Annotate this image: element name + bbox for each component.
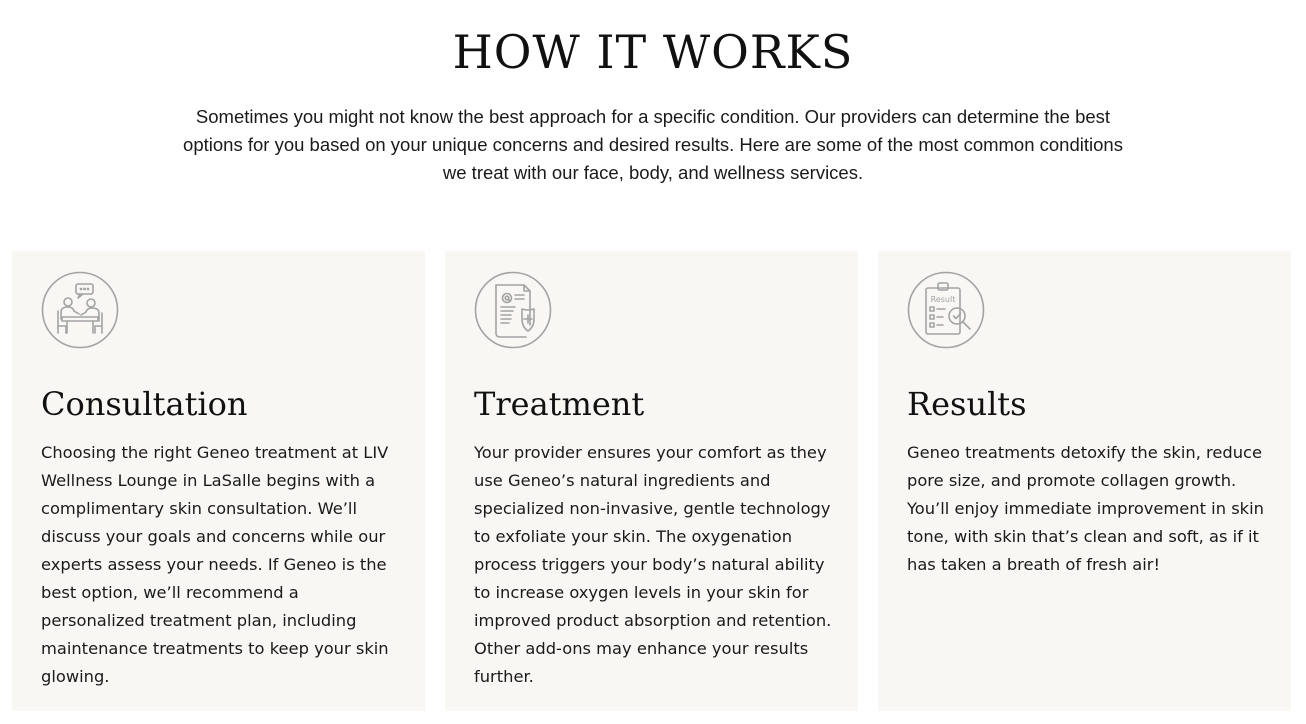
card-title: Consultation xyxy=(41,385,248,423)
consultation-icon xyxy=(41,271,119,349)
consultation-card xyxy=(12,251,425,711)
card-description: Choosing the right Geneo treatment at LIV Wellness Lounge in LaSalle begins with a complimentary skin consultation. We’ll discuss your goals and concerns while our experts assess your needs. If Geneo is the best option, we’ll recommend a personalized treatment plan, including maintenance treatments to keep your skin glowing. xyxy=(41,443,389,686)
treatment-icon xyxy=(474,271,552,349)
result-label: Result xyxy=(930,295,956,304)
card-title: Results xyxy=(907,385,1027,423)
section-intro: Sometimes you might not know the best approach for a specific condition. Our providers can determine the best options for you based on your unique concerns and desired results. Here are some of the most common conditions we treat with our face, body, and wellness services. xyxy=(183,106,1123,183)
treatment-card xyxy=(445,251,858,711)
card-description: Geneo treatments detoxify the skin, reduce pore size, and promote collagen growth. You’ll enjoy immediate improvement in skin tone, with skin that’s clean and soft, as if it has taken a breath of fresh air! xyxy=(907,443,1264,574)
card-title: Treatment xyxy=(474,385,645,423)
section-title: HOW IT WORKS xyxy=(452,25,854,79)
results-icon xyxy=(907,271,985,349)
card-description: Your provider ensures your comfort as they use Geneo’s natural ingredients and specialized non-invasive, gentle technology to exfoliate your skin. The oxygenation process triggers your body’s natural ability to increase oxygen levels in your skin for improved product absorption and retention. Other add-ons may enhance your results further. xyxy=(474,443,832,686)
results-card xyxy=(878,251,1291,711)
